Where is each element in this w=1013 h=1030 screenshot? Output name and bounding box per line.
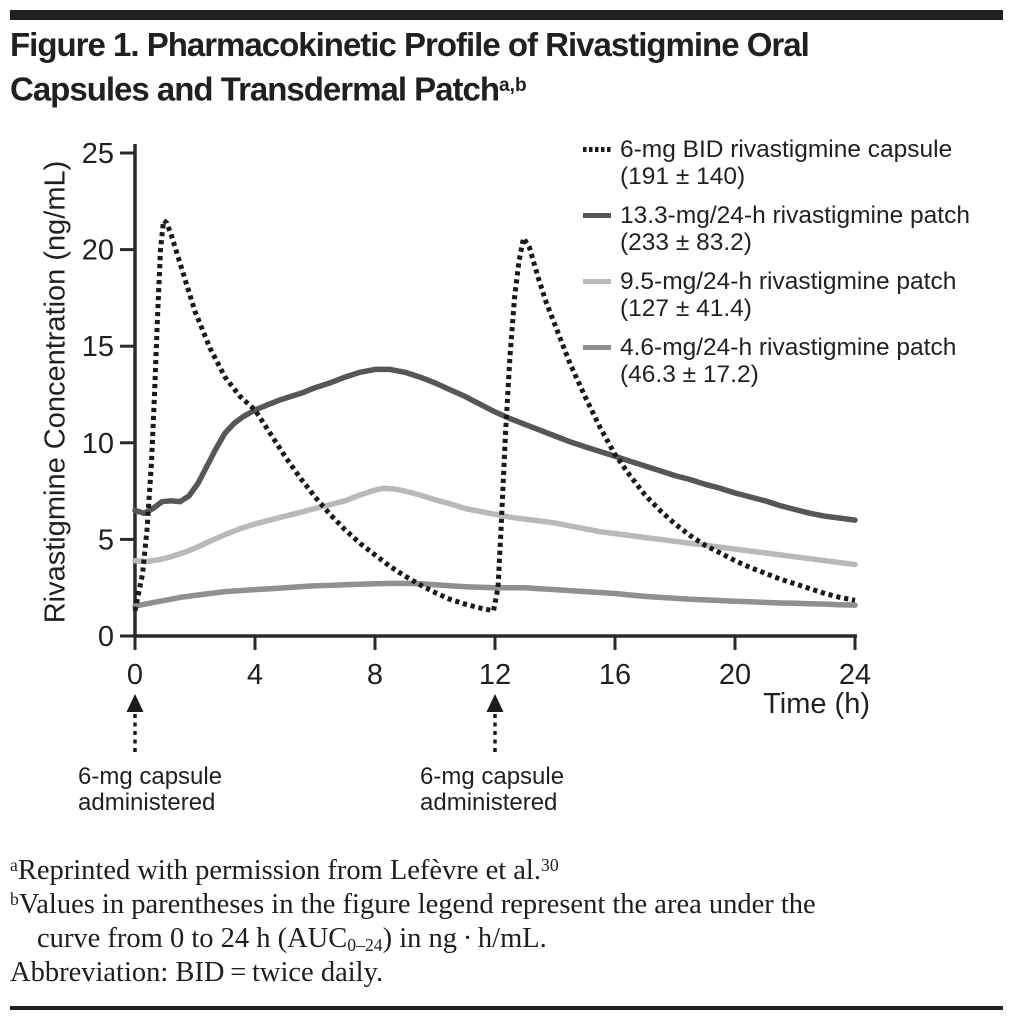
y-tick-label: 20 xyxy=(81,234,114,267)
legend-series-auc: (127 ± 41.4) xyxy=(620,295,752,322)
figure-title xyxy=(10,24,950,110)
top-rule xyxy=(10,10,1003,20)
legend-line-swatch xyxy=(583,345,611,350)
footnote-a xyxy=(10,854,1010,888)
dose-annotation-line2: administered xyxy=(420,788,558,816)
legend-series-auc: (191 ± 140) xyxy=(620,163,746,190)
dose-annotation-line2: administered xyxy=(78,788,216,816)
footnote-b-auc-subscript: 0–24 xyxy=(347,934,383,955)
curve-9.5-mg-24-h-rivastigmine-patch xyxy=(135,488,855,564)
legend-item xyxy=(583,268,970,322)
x-tick-label: 8 xyxy=(366,659,384,691)
figure-title-superscript: a,b xyxy=(499,75,527,96)
y-axis-title: Rivastigmine Concentration (ng/mL) xyxy=(39,160,72,624)
footnote-b-text-end: ) in ng · h/mL. xyxy=(382,923,547,954)
legend-label xyxy=(620,202,970,256)
footnote-a-marker: a xyxy=(10,855,18,876)
dose-annotation-line1: 6-mg capsule xyxy=(78,763,223,790)
dose-annotation-line1: 6-mg capsule xyxy=(420,763,565,790)
footnote-a-reference: 30 xyxy=(540,855,559,876)
bottom-rule xyxy=(10,1006,1003,1010)
legend-series-name: 9.5-mg/24-h rivastigmine patch xyxy=(620,268,957,295)
footnote-a-text: Reprinted with permission from Lefèvre et al. xyxy=(17,855,541,886)
legend-label xyxy=(620,136,970,190)
legend-series-name: 4.6-mg/24-h rivastigmine patch xyxy=(620,334,957,361)
x-tick-label: 12 xyxy=(478,659,512,691)
legend-line-swatch xyxy=(583,279,611,284)
legend-label xyxy=(620,334,970,388)
legend-item xyxy=(583,202,970,256)
y-tick-label: 0 xyxy=(97,621,114,653)
x-tick-label: 4 xyxy=(246,659,264,691)
x-tick-label: 0 xyxy=(126,659,144,691)
footnote-b-text: Values in parentheses in the figure legend represent the area under the xyxy=(18,889,816,920)
x-tick-label: 24 xyxy=(838,659,872,691)
footnote-b-line2 xyxy=(10,922,1010,956)
curve-4.6-mg-24-h-rivastigmine-patch xyxy=(135,583,855,606)
y-tick-label: 15 xyxy=(81,331,114,364)
legend-line-swatch xyxy=(583,213,611,218)
y-tick-label: 5 xyxy=(97,524,114,557)
legend-series-name: 6-mg BID rivastigmine capsule xyxy=(620,136,953,163)
y-tick-label: 25 xyxy=(81,138,114,170)
x-tick-label: 16 xyxy=(598,659,632,691)
legend-label xyxy=(620,268,970,322)
legend-item xyxy=(583,136,970,190)
chart-legend xyxy=(583,136,970,400)
legend-dotted-line-swatch xyxy=(583,147,611,152)
legend-series-name: 13.3-mg/24-h rivastigmine patch xyxy=(620,202,970,229)
footnote-b-text-continued: curve from 0 to 24 h (AUC xyxy=(37,923,348,954)
y-tick-label: 10 xyxy=(81,427,114,460)
x-tick-label: 20 xyxy=(718,659,752,691)
dose-arrow-head xyxy=(127,694,144,712)
legend-item xyxy=(583,334,970,388)
x-axis-title: Time (h) xyxy=(763,688,870,720)
legend-series-auc: (233 ± 83.2) xyxy=(620,229,752,256)
figure-footnotes xyxy=(10,854,1010,990)
dose-annotation-12h xyxy=(420,764,564,815)
legend-series-auc: (46.3 ± 17.2) xyxy=(620,361,759,388)
footnote-abbreviation: Abbreviation: BID = twice daily. xyxy=(10,957,384,988)
footnote-b-marker: b xyxy=(10,889,19,910)
figure-title-line1: Figure 1. Pharmacokinetic Profile of Rivastigmine Oral xyxy=(10,26,809,63)
footnote-b-line1 xyxy=(10,888,1010,922)
dose-annotation-0h xyxy=(78,764,222,815)
dose-arrow-head xyxy=(487,694,504,712)
figure-title-line2: Capsules and Transdermal Patch xyxy=(10,70,500,108)
